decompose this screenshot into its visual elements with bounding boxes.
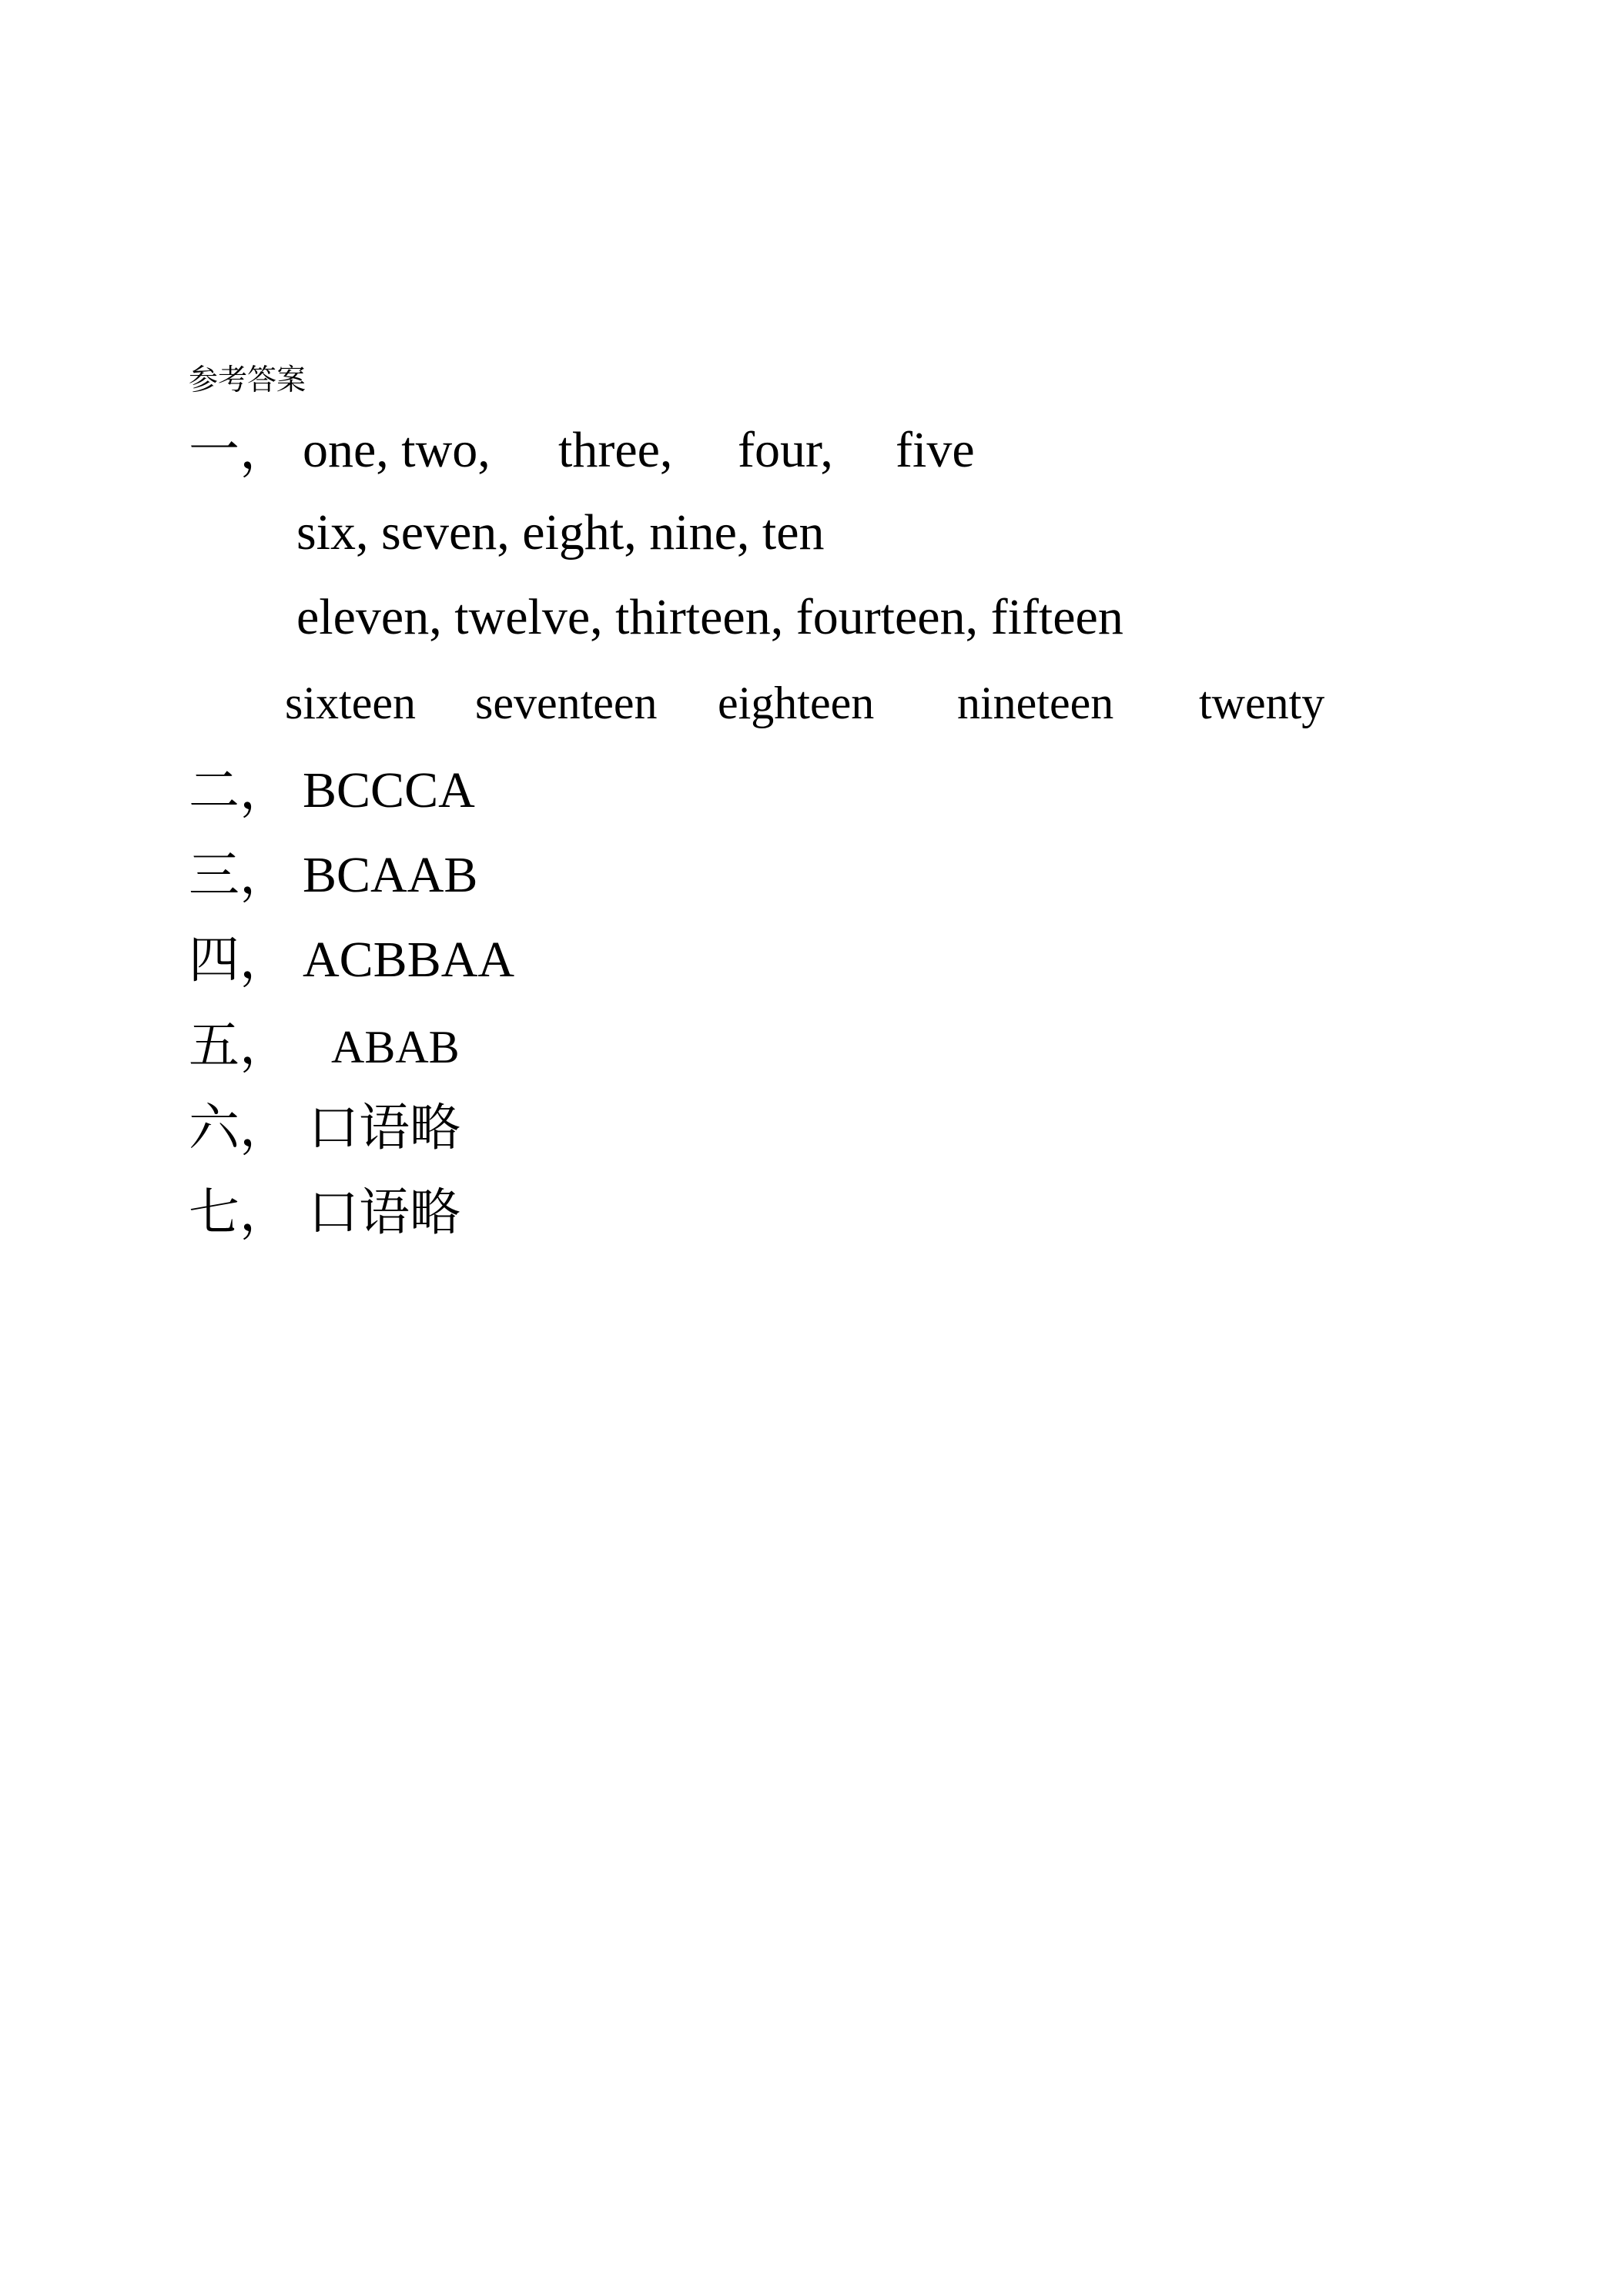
section-1-row1-word: five (896, 422, 975, 478)
section-4-number: 四， (189, 930, 290, 989)
section-1-row4-word: nineteen (957, 678, 1114, 728)
section-5-answer: ABAB (331, 1022, 460, 1073)
section-1-row1-word: one, two, (303, 422, 491, 478)
section-1-row2: six, seven, eight, nine, ten (296, 504, 825, 561)
section-2-answer: BCCCA (303, 762, 475, 818)
section-1-row4-word: twenty (1199, 678, 1325, 728)
section-1-number: 一， (189, 420, 290, 480)
section-7-answer: 口语略 (308, 1183, 460, 1242)
section-3-number: 三， (189, 845, 290, 905)
section-6-answer: 口语略 (308, 1098, 460, 1157)
section-4-answer: ACBBAA (303, 932, 515, 988)
section-1-row1-word: four, (738, 422, 833, 478)
section-1-row4-word: sixteen (285, 678, 416, 728)
section-7-number: 七， (189, 1183, 290, 1242)
section-6-number: 六， (189, 1098, 290, 1157)
section-3-answer: BCAAB (303, 847, 478, 903)
section-1-row1-word: three, (558, 422, 673, 478)
section-1-row4-word: eighteen (718, 678, 875, 728)
section-2-number: 二， (189, 761, 290, 820)
page-heading: 参考答案 (189, 363, 306, 397)
section-1-row4-word: seventeen (475, 678, 658, 728)
section-5-number: 五， (189, 1016, 290, 1075)
section-1-row3: eleven, twelve, thirteen, fourteen, fifteen (296, 589, 1123, 645)
